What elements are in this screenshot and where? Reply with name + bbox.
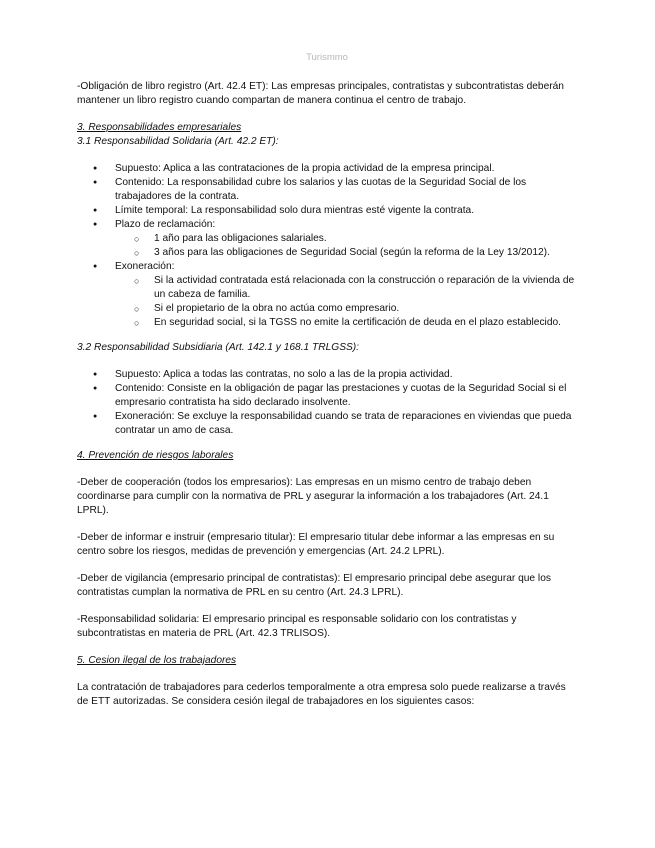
list-item-limite-temporal: ● Límite temporal: La responsabilidad solo dura mientras esté vigente la contrata. — [115, 204, 577, 218]
list-item-contenido: ● Contenido: La responsabilidad cubre los salarios y las cuotas de la Seguridad Social de los trabajadores de la contrata. — [115, 176, 577, 204]
paragraph-cooperacion: -Deber de cooperación (todos los empresarios): Las empresas en un mismo centro de trabajo deben coordinarse para cumplir con la normativa de PRL y asegurar la información a los trabajadores (Art. 24.1 LPRL). — [77, 477, 549, 516]
section-4-heading: 4. Prevención de riesgos laborales — [77, 450, 234, 461]
list-item-plazo — [115, 218, 577, 260]
paragraph-libro-registro: -Obligación de libro registro (Art. 42.4 ET): Las empresas principales, contratistas y subcontratistas deberán mantener un libro registro cuando compartan de manera continua el centro de trabajo. — [77, 81, 564, 106]
exoneracion-sublist — [115, 274, 577, 330]
paragraph-vigilancia: -Deber de vigilancia (empresario principal de contratistas): El empresario principal debe asegurar que los contratistas cumplan la normativa de PRL en su centro (Art. 24.3 LPRL). — [77, 573, 551, 598]
section-3-heading: 3. Responsabilidades empresariales — [77, 122, 242, 133]
plazo-label: Plazo de reclamación: — [115, 219, 216, 230]
sublist-item: ○ Si la actividad contratada está relacionada con la construcción o reparación de la vivienda de un cabeza de familia. — [154, 274, 577, 302]
sublist-item: ○ Si el propietario de la obra no actúa como empresario. — [154, 302, 577, 316]
section-3-2-list — [77, 368, 577, 438]
sublist-item: ○ 3 años para las obligaciones de Seguridad Social (según la reforma de la Ley 13/2012). — [154, 246, 577, 260]
exoneracion-label: Exoneración: — [115, 261, 175, 272]
section-3-1-heading: 3.1 Responsabilidad Solidaria (Art. 42.2 ET): — [77, 136, 279, 147]
list-item-supuesto: ● Supuesto: Aplica a las contrataciones de la propia actividad de la empresa principal. — [115, 162, 577, 176]
paragraph-informar: -Deber de informar e instruir (empresario titular): El empresario titular debe informar a las empresas en su centro sobre los riesgos, medidas de prevención y emergencias (Art. 24.2 LPRL). — [77, 532, 555, 557]
list-item-exoneracion — [115, 260, 577, 330]
sublist-item: ○ 1 año para las obligaciones salariales. — [154, 232, 577, 246]
list-item-supuesto: ● Supuesto: Aplica a todas las contratas, no solo a las de la propia actividad. — [115, 368, 577, 382]
section-3-2-heading: 3.2 Responsabilidad Subsidiaria (Art. 142.1 y 168.1 TRLGSS): — [77, 342, 360, 353]
sublist-item: ○ En seguridad social, si la TGSS no emite la certificación de deuda en el plazo establecido. — [154, 316, 577, 330]
list-item-exoneracion: ● Exoneración: Se excluye la responsabilidad cuando se trata de reparaciones en viviendas que pueda contratar un amo de casa. — [115, 410, 577, 438]
section-3-1-list — [77, 162, 577, 330]
page-header: Turismmo — [306, 52, 348, 63]
list-item-contenido: ● Contenido: Consiste en la obligación de pagar las prestaciones y cuotas de la Seguridad Social si el empresario contratista ha sido declarado insolvente. — [115, 382, 577, 410]
paragraph-responsabilidad-solidaria: -Responsabilidad solidaria: El empresario principal es responsable solidario con los contratistas y subcontratistas en materia de PRL (Art. 42.3 TRLISOS). — [77, 614, 517, 639]
plazo-sublist — [115, 232, 577, 260]
section-5-heading: 5. Cesion ilegal de los trabajadores — [77, 655, 237, 666]
paragraph-cesion-ilegal: La contratación de trabajadores para cederlos temporalmente a otra empresa solo puede realizarse a través de ETT autorizadas. Se considera cesión ilegal de trabajadores en los siguientes casos: — [77, 682, 566, 707]
